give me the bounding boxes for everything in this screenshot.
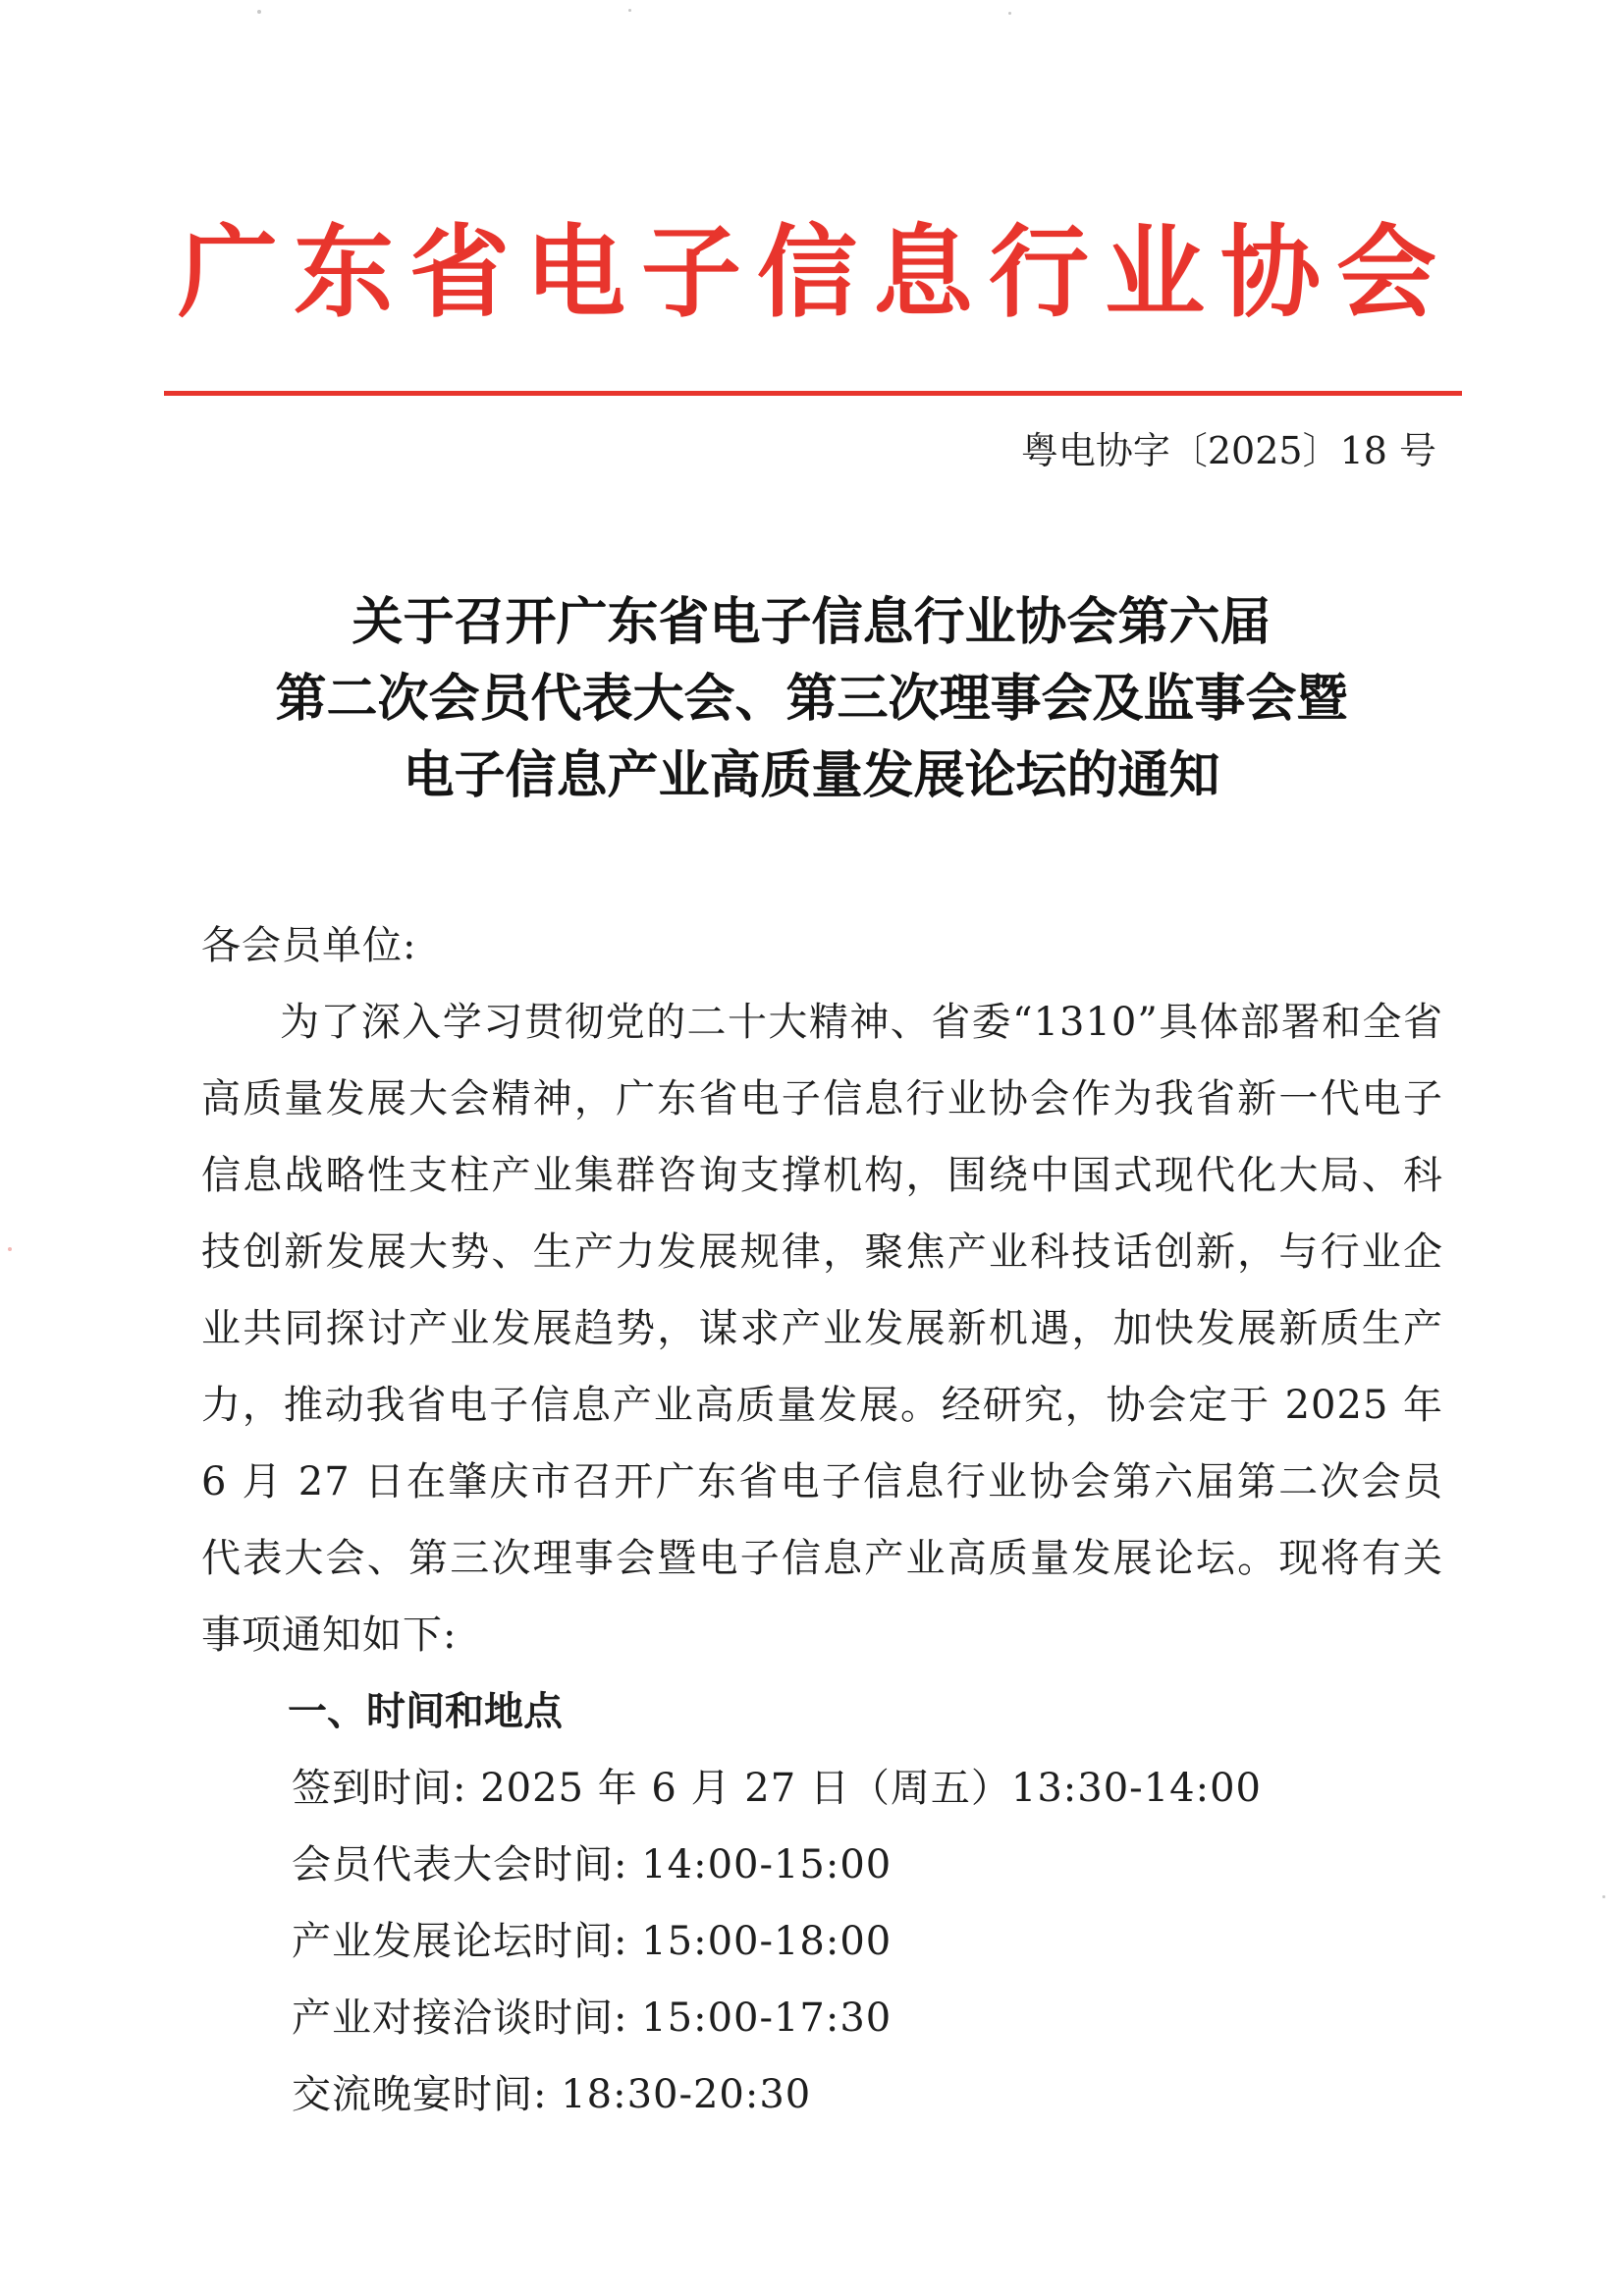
title-line-3: 电子信息产业高质量发展论坛的通知	[403, 746, 1220, 805]
document-title	[177, 584, 1446, 814]
intro-paragraph: 为了深入学习贯彻党的二十大精神、省委“1310”具体部署和全省高质量发展大会精神，广东省电子信息行业协会作为我省新一代电子信息战略性支柱产业集群咨询支撑机构，围绕中国式现代化大局、科技创新发展大势、生产力发展规律，聚焦产业科技话创新，与行业企业共同探讨产业发展趋势，谋求产业发展新机遇，加快发展新质生产力，推动我省电子信息产业高质量发展。经研究，协会定于 2025 年 6 月 27 日在肇庆市召开广东省电子信息行业协会第六届第二次会员代表大会、第三次理事会暨电子信息产业高质量发展论坛。现将有关事项通知如下:	[201, 1000, 1443, 1658]
schedule-item-forum: 产业发展论坛时间: 15:00-18:00	[292, 1919, 893, 1964]
document-body	[201, 907, 1443, 2133]
scan-speck	[1602, 1895, 1605, 1898]
section-heading-time-place: 一、时间和地点	[288, 1689, 563, 1734]
schedule-item-matchmaking: 产业对接洽谈时间: 15:00-17:30	[292, 1995, 893, 2041]
scan-speck	[1008, 12, 1011, 15]
title-line-2: 第二次会员代表大会、第三次理事会及监事会暨	[275, 670, 1348, 729]
scan-speck	[628, 9, 631, 12]
schedule-item-dinner: 交流晚宴时间: 18:30-20:30	[292, 2072, 812, 2117]
salutation: 各会员单位:	[201, 923, 417, 968]
schedule-item-checkin: 签到时间: 2025 年 6 月 27 日（周五）13:30-14:00	[292, 1766, 1262, 1811]
scan-speck	[257, 10, 261, 14]
schedule-item-assembly: 会员代表大会时间: 14:00-15:00	[292, 1842, 893, 1887]
organization-header: 广东省电子信息行业协会	[178, 215, 1452, 332]
scan-speck	[8, 1247, 12, 1251]
red-divider-line	[164, 391, 1462, 396]
document-number: 粤电协字〔2025〕18 号	[1020, 429, 1436, 472]
title-line-1: 关于召开广东省电子信息行业协会第六届	[352, 593, 1271, 652]
